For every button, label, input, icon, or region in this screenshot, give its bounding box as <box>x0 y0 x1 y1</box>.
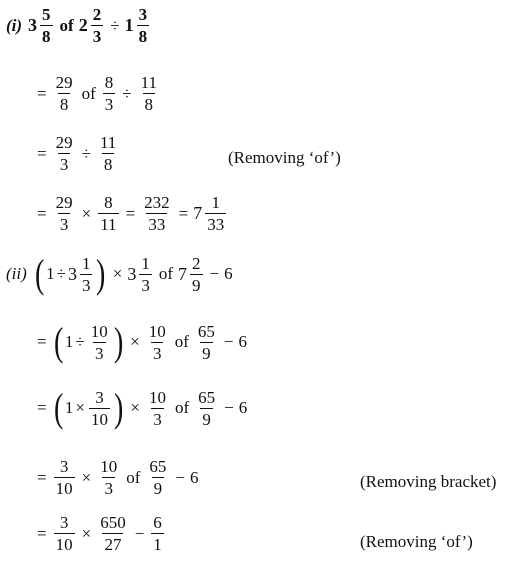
fraction: $\frac{6}{1}$ <box>153 513 162 554</box>
whole: 3 <box>127 263 137 284</box>
fraction: 1 33 <box>207 193 225 234</box>
word-of: of <box>59 15 74 35</box>
fraction: $\frac{3}{10}$ <box>55 513 73 554</box>
fraction: $\frac{10}{3}$ <box>90 321 108 363</box>
mixed-number <box>125 6 152 45</box>
number: 6 <box>238 332 247 351</box>
fraction: $\frac{3}{10}$ <box>91 387 109 429</box>
number: 1 <box>46 264 55 283</box>
fraction: $\frac{29}{3}$ <box>55 133 73 174</box>
whole: 7 <box>178 263 188 284</box>
divide-sign: ÷ <box>110 15 120 35</box>
mixed-number <box>28 6 55 45</box>
fraction: 1 3 <box>141 253 150 295</box>
whole: 3 <box>67 263 77 284</box>
fraction: 5 8 <box>42 5 51 46</box>
divide-sign: ÷ <box>81 143 91 163</box>
fraction: 2 3 <box>92 5 102 46</box>
part-label: (ii) <box>6 264 27 283</box>
mixed-number <box>68 255 95 294</box>
part-i-line-2 <box>32 74 161 113</box>
open-paren: ( <box>53 385 63 430</box>
mixed-number <box>193 194 228 233</box>
word-of: of <box>158 264 174 283</box>
fraction: 2 9 <box>192 253 201 295</box>
times-sign: × <box>81 523 92 543</box>
whole: 7 <box>193 203 203 223</box>
fraction: $\frac{8}{11}$ <box>100 193 117 234</box>
number: 6 <box>189 467 199 487</box>
minus-sign: − <box>223 332 234 351</box>
step-note: (Removing bracket) <box>360 472 497 491</box>
open-paren: ( <box>53 319 63 364</box>
fraction: $\frac{8}{3}$ <box>104 73 114 114</box>
word-of: of <box>126 467 141 487</box>
equals-sign: = <box>37 203 47 223</box>
divide-sign: ÷ <box>122 83 132 103</box>
fraction: $\frac{10}{3}$ <box>148 321 166 363</box>
fraction: $\frac{29}{8}$ <box>55 73 73 114</box>
part-ii-line-2 <box>32 319 247 364</box>
whole: 3 <box>28 15 38 35</box>
fraction: 65 9 <box>149 457 167 498</box>
times-sign: × <box>130 398 140 417</box>
equals-sign: = <box>37 467 47 487</box>
equals-sign: = <box>37 398 47 417</box>
mixed-number <box>79 6 106 45</box>
fraction: 3 8 <box>138 5 148 46</box>
times-sign: × <box>81 203 92 223</box>
fraction: $\frac{10}{3}$ <box>100 457 118 498</box>
number: 6 <box>238 398 248 417</box>
close-paren: ) <box>113 319 124 364</box>
whole: 1 <box>124 15 134 35</box>
number: 1 <box>64 398 74 417</box>
equals-sign: = <box>37 332 47 351</box>
fraction: $\frac{650}{27}$ <box>100 513 126 554</box>
divide-sign: ÷ <box>56 264 66 283</box>
whole: 2 <box>78 15 88 35</box>
part-i-line-3 <box>32 134 120 173</box>
fraction: $\frac{11}{8}$ <box>99 133 117 174</box>
fraction: $\frac{3}{10}$ <box>55 457 73 498</box>
close-paren: ) <box>114 385 124 430</box>
minus-sign: − <box>224 398 234 417</box>
fraction: $\frac{11}{8}$ <box>140 73 157 114</box>
word-of: of <box>174 398 190 417</box>
equals-sign: = <box>178 203 189 223</box>
divide-sign: ÷ <box>75 332 85 351</box>
fraction: 65 9 <box>198 387 216 429</box>
times-sign: × <box>75 398 86 417</box>
fraction: $\frac{10}{3}$ <box>148 387 166 429</box>
step-note: (Removing ‘of’) <box>360 532 473 551</box>
part-ii-line-5 <box>32 514 166 553</box>
part-ii-line-4 <box>32 458 198 497</box>
word-of: of <box>81 83 96 103</box>
minus-sign: − <box>175 467 185 487</box>
number: 6 <box>224 264 233 283</box>
number: 1 <box>64 332 74 351</box>
open-paren: ( <box>34 251 45 296</box>
fraction: 1 3 <box>81 253 91 295</box>
part-ii-line-3 <box>32 385 248 430</box>
part-ii-line-1 <box>6 251 233 296</box>
equals-sign: = <box>37 523 47 543</box>
equals-sign: = <box>37 143 47 163</box>
part-i-line-1 <box>6 6 151 45</box>
part-i-line-4 <box>32 194 228 233</box>
word-of: of <box>174 332 189 351</box>
fraction: $\frac{232}{33}$ <box>144 193 170 234</box>
minus-sign: − <box>209 264 220 283</box>
times-sign: × <box>81 467 92 487</box>
close-paren: ) <box>96 251 106 296</box>
mixed-number <box>178 255 205 294</box>
mixed-number <box>127 255 154 294</box>
fraction: 65 9 <box>197 321 215 363</box>
equals-sign: = <box>125 203 136 223</box>
fraction: $\frac{29}{3}$ <box>55 193 73 234</box>
minus-sign: − <box>134 523 145 543</box>
equals-sign: = <box>37 83 47 103</box>
times-sign: × <box>130 332 140 351</box>
times-sign: × <box>112 264 123 283</box>
part-label: (i) <box>6 15 23 35</box>
step-note: (Removing ‘of’) <box>228 148 341 167</box>
